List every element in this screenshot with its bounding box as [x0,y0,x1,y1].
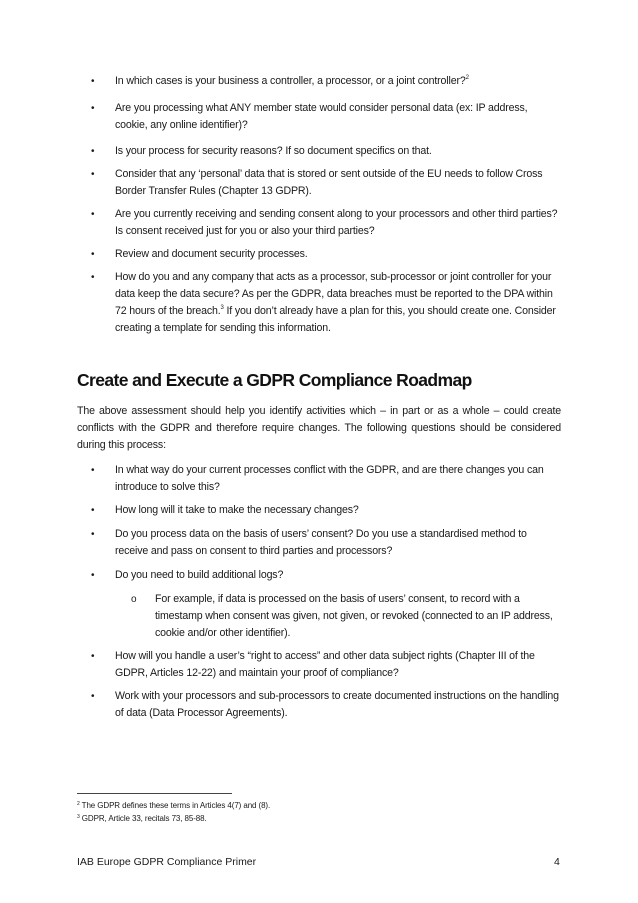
footnote-number: 2 [77,801,80,807]
list-item-text: If you don’t already have a plan for this, you should create one. Consider creating a template for sending this information. [115,305,556,334]
list-item [91,143,565,160]
footnote-ref[interactable]: 2 [465,75,469,81]
bullet-marker: • [91,505,95,516]
footnote [77,813,207,824]
footnote-text: GDPR, Article 33, recitals 73, 85-88. [79,814,207,823]
list-item [91,688,565,722]
sub-bullet-marker: o [131,594,137,605]
list-item-text: In what way do your current processes conflict with the GDPR, and are there changes you can introduce to solve this? [115,464,544,493]
footnote [77,800,270,811]
sub-list-item-text: For example, if data is processed on the basis of users’ consent, to record with a timestamp when consent was given, not given, or revoked (connected to an IP address, cookie and/or other identifier). [155,593,553,639]
list-item-text: Work with your processors and sub-processors to create documented instructions on the handling of data (Data Processor Agreements). [115,690,559,719]
footnote-text: The GDPR defines these terms in Articles 4(7) and (8). [79,801,271,810]
bullet-marker: • [91,169,95,180]
bullet-marker: • [91,272,95,283]
footer-document-title: IAB Europe GDPR Compliance Primer [77,856,257,868]
list-item-text: How do you and any company that acts as a processor, sub-processor or joint controller for your data keep the data secure? As per the GDPR, data breaches must be reported to the DPA within 72 hours of the breach. [115,271,553,317]
bullet-marker: • [91,146,95,157]
footnote-ref[interactable]: 3 [220,305,224,311]
list-item [91,73,565,90]
page-number: 4 [554,856,560,868]
list-item [91,246,565,263]
list-item [91,648,565,682]
bullet-marker: • [91,103,95,114]
bullet-marker: • [91,651,95,662]
list-item [91,567,565,584]
bullet-marker: • [91,249,95,260]
bullet-marker: • [91,529,95,540]
list-item [91,100,565,134]
section-intro-paragraph: The above assessment should help you identify activities which – in part or as a whole – could create conflicts with the GDPR and therefore require changes. The following questions should be considered during this process: [77,405,561,451]
list-item [91,269,565,337]
list-item-text: Consider that any ‘personal’ data that is stored or sent outside of the EU needs to follow Cross Border Transfer Rules (Chapter 13 GDPR). [115,168,543,197]
list-item-text: Do you process data on the basis of users’ consent? Do you use a standardised method to receive and pass on consent to third parties and processors? [115,528,527,557]
list-item-text: Review and document security processes. [115,248,308,260]
list-item [91,166,565,200]
bullet-marker: • [91,76,95,87]
bullet-marker: • [91,209,95,220]
list-item-text: In which cases is your business a controller, a processor, or a joint controller? [115,75,466,87]
list-item [91,502,565,519]
list-item-text: Do you need to build additional logs? [115,569,284,581]
bullet-marker: • [91,465,95,476]
list-item [91,462,565,496]
footnote-number: 3 [77,814,80,820]
list-item-text: Is your process for security reasons? If so document specifics on that. [115,145,432,157]
section-heading: Create and Execute a GDPR Compliance Roadmap [77,370,472,390]
footnote-separator [77,793,232,794]
bullet-marker: • [91,570,95,581]
list-item-text: Are you currently receiving and sending consent along to your processors and other third parties? Is consent received just for you or also your third parties? [115,208,558,237]
list-item-text: How will you handle a user’s “right to access” and other data subject rights (Chapter III of the GDPR, Articles 12-22) and maintain your proof of compliance? [115,650,535,679]
list-item-text: Are you processing what ANY member state would consider personal data (ex: IP address, cookie, any online identifier)? [115,102,528,131]
list-item-text: How long will it take to make the necessary changes? [115,504,359,516]
bullet-marker: • [91,691,95,702]
list-item [91,206,565,240]
list-item [91,526,565,560]
sub-list-item [131,591,565,642]
